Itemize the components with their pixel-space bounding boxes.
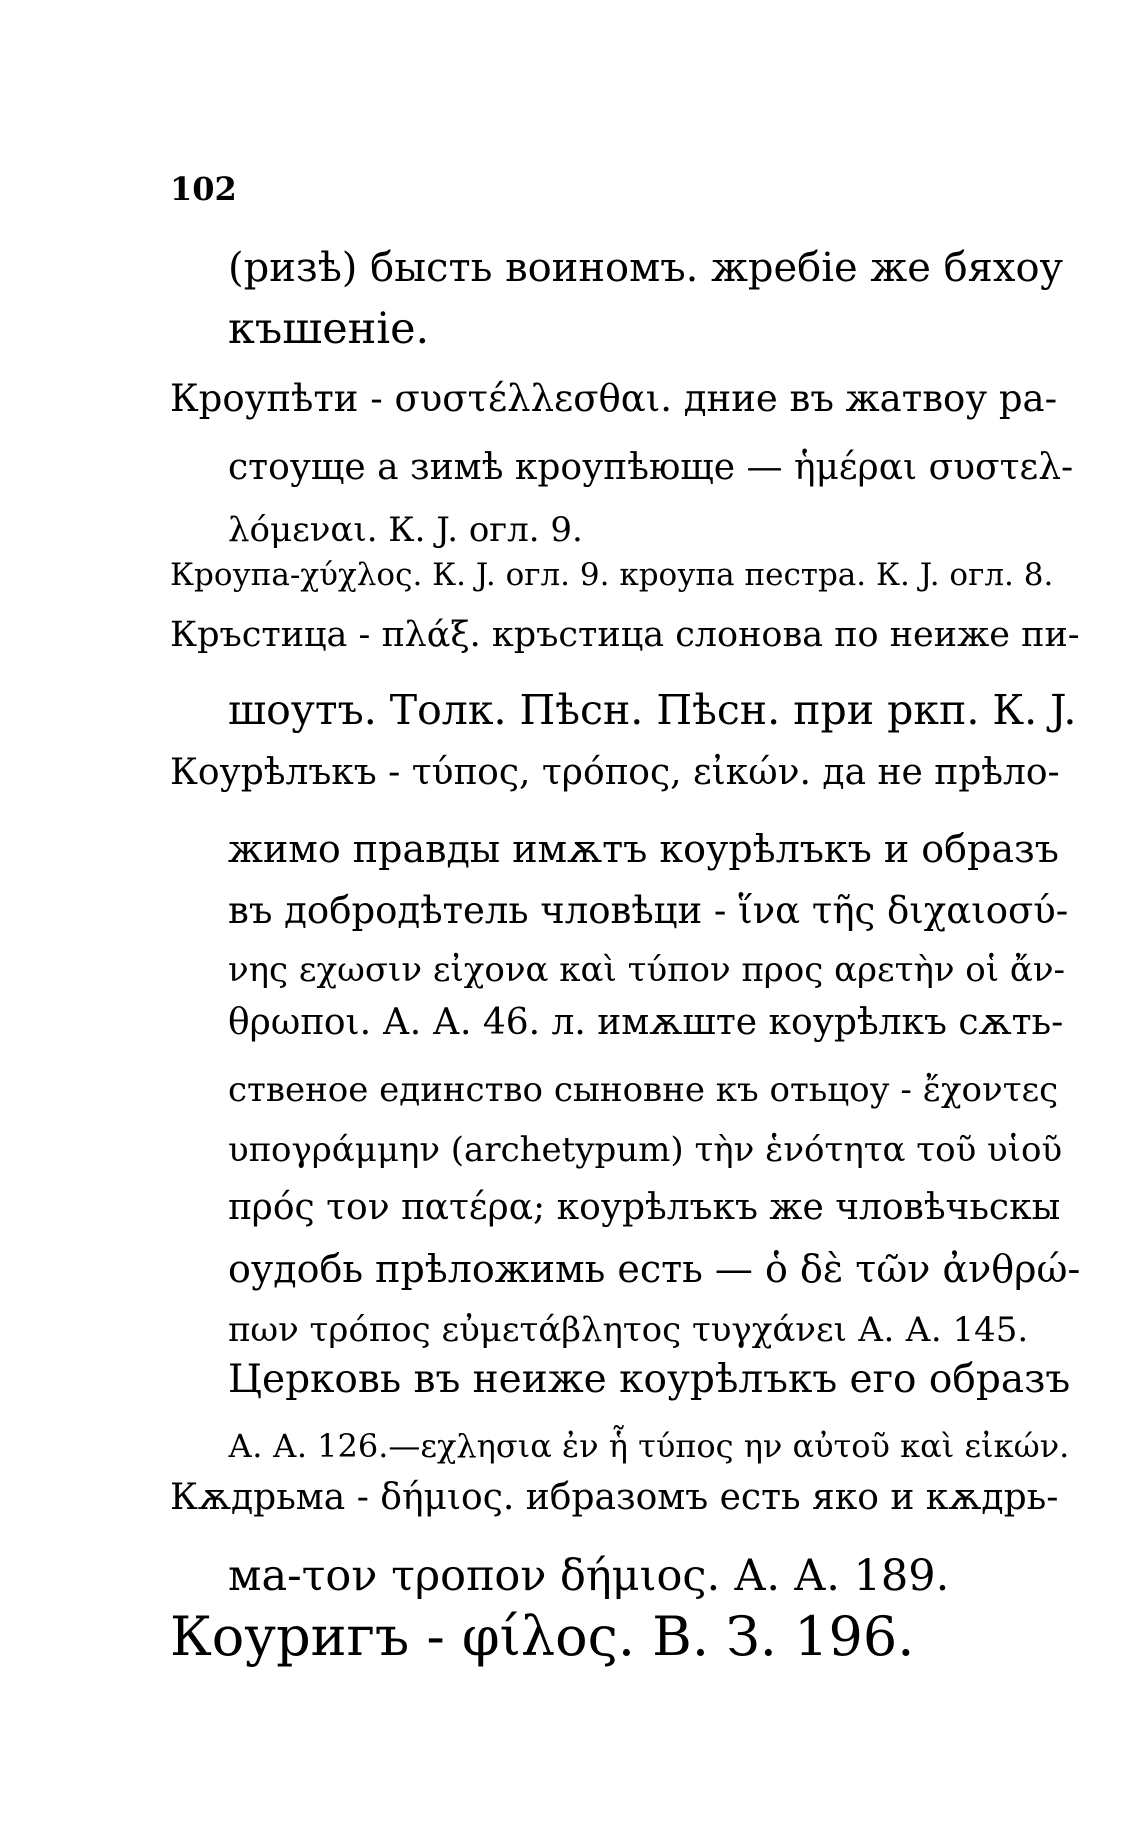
text-line: θρωποι. А. А. 46. л. имѫште коурѣлкъ сѫть- xyxy=(228,1002,1064,1043)
text-line: стоуще а зимѣ кроупѣюще — ἡμέραι συστελ- xyxy=(228,447,1074,488)
text-line: πων τρόπος εὐμετάβλητος τυγχάνει А. А. 145. xyxy=(228,1310,1029,1350)
text-line: къшеніе. xyxy=(228,304,430,354)
page-number: 102 xyxy=(170,170,237,208)
text-line: А. А. 126.—εχλησια ἐν ἧ τύπος ην αὐτοῦ καὶ εἰκών. xyxy=(228,1427,1070,1465)
text-line: λόμεναι. К. J. огл. 9. xyxy=(228,510,583,550)
text-line: Кръстица - πλάξ. кръстица слонова по неиже пи- xyxy=(170,615,1080,655)
text-line: въ добродѣтель чловѣци - ἵνα τῆς διχαιοσύ- xyxy=(228,889,1069,932)
text-line: νης εχωσιν εἰχονα καὶ τύπον προς αρετὴν οἱ ἄν- xyxy=(228,950,1066,990)
text-line: (ризѣ) бысть воиномъ. жребіе же бяхоу xyxy=(228,245,1064,291)
text-line: ма-τον τροπον δήμιος. А. А. 189. xyxy=(228,1551,950,1601)
text-line: υπογράμμην (archetypum) τὴν ἑνότητα τοῦ υἱοῦ xyxy=(228,1130,1063,1170)
text-line: ственое единство сыновне къ отьцоу - ἔχοντες xyxy=(228,1070,1059,1110)
text-line: Кѫдрьма - δήμιος. ибразомъ есть яко и кѫдрь- xyxy=(170,1477,1059,1518)
text-line: жимо правды имѫтъ коурѣлъкъ и образъ xyxy=(228,827,1059,871)
text-line: Кроупа-χύχλος. К. J. огл. 9. кроупа пестра. К. J. огл. 8. xyxy=(170,557,1054,593)
text-line: Коурѣлъкъ - τύπος, τρόπος, εἰκών. да не прѣло- xyxy=(170,752,1060,793)
text-line: шоутъ. Толк. Пѣсн. Пѣсн. при ркп. К. J. xyxy=(228,686,1077,734)
text-line: Коуригъ - φίλος. В. З. 196. xyxy=(170,1605,915,1668)
text-line: оудобь прѣложимь есть — ὁ δὲ τῶν ἀνθρώ- xyxy=(228,1247,1081,1291)
text-line: Кроупѣти - συστέλλεσθαι. дние въ жатвоу ра- xyxy=(170,377,1058,420)
text-line: πρός τον πατέρα; коурѣлъкъ же чловѣчьскы xyxy=(228,1187,1061,1228)
text-line: Церковь въ неиже коурѣлъкъ его образъ xyxy=(228,1357,1071,1402)
